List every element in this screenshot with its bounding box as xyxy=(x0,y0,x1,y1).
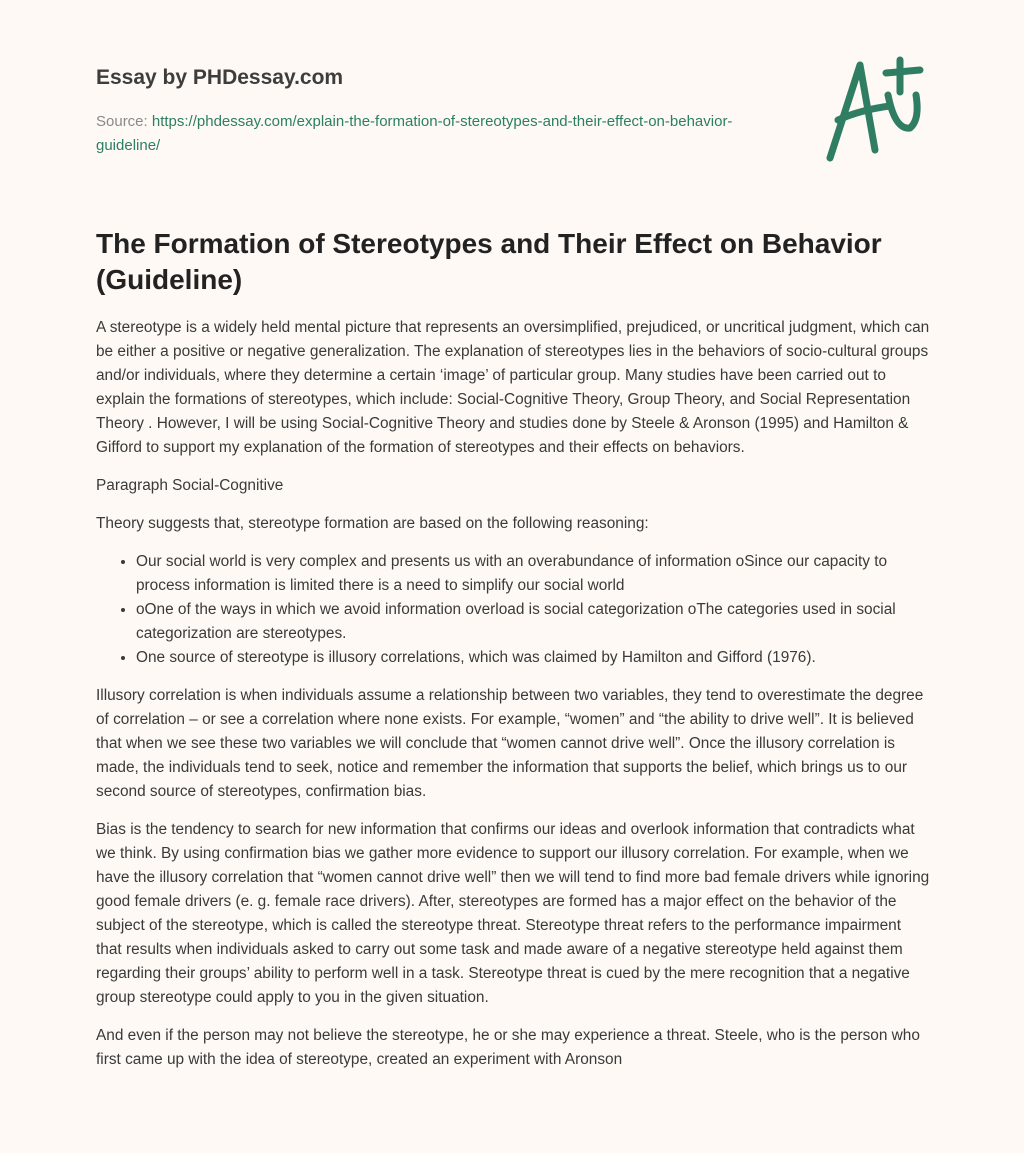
list-item: • oOne of the ways in which we avoid information overload is social categorization oThe categories used in social categorization are stereotypes. xyxy=(136,598,930,646)
list-item: • One source of stereotype is illusory correlations, which was claimed by Hamilton and Gifford (1976). xyxy=(136,646,930,670)
paragraph: Illusory correlation is when individuals assume a relationship between two variables, they tend to overestimate the degree of correlation – or see a correlation where none exists. For example, “women” and “the ability to drive well”. It is believed that when we see these two variables we will conclude that “women cannot drive well”. Once the illusory correlation is made, the individuals tend to seek, notice and remember the information that supports the belief, which brings us to our second source of stereotypes, confirmation bias. xyxy=(96,687,924,800)
source-line xyxy=(96,110,776,158)
article xyxy=(96,226,930,1086)
paragraph: Theory suggests that, stereotype formation are based on the following reasoning: xyxy=(96,515,649,532)
paragraph: And even if the person may not believe the stereotype, he or she may experience a threat. Steele, who is the person who first came up with the idea of stereotype, created an experiment with Aronson xyxy=(96,1027,920,1068)
article-title: The Formation of Stereotypes and Their Effect on Behavior (Guideline) xyxy=(96,228,882,295)
paragraph: Paragraph Social-Cognitive xyxy=(96,477,284,494)
source-link[interactable]: https://phdessay.com/explain-the-formation-of-stereotypes-and-their-effect-on-behavior-guideline/ xyxy=(96,113,733,154)
bullet-list xyxy=(96,550,930,670)
a-plus-logo xyxy=(820,40,930,165)
paragraph: A stereotype is a widely held mental picture that represents an oversimplified, prejudiced, or uncritical judgment, which can be either a positive or negative generalization. The explanation of stereotypes lies in the behaviors of socio-cultural groups and/or individuals, where they determine a certain ‘image’ of particular group. Many studies have been carried out to explain the formations of stereotypes, which include: Social-Cognitive Theory, Group Theory, and Social Representation Theory . However, I will be using Social-Cognitive Theory and studies done by Steele & Aronson (1995) and Hamilton & Gifford to support my explanation of the formation of stereotypes and their effects on behaviors. xyxy=(96,319,930,456)
paragraph: Bias is the tendency to search for new information that confirms our ideas and overlook information that contradicts what we think. By using confirmation bias we gather more evidence to support our illusory correlation. For example, when we have the illusory correlation that “women cannot drive well” then we will tend to find more bad female drivers while ignoring good female drivers (e. g. female race drivers). After, stereotypes are formed has a major effect on the behavior of the subject of the stereotype, which is called the stereotype threat. Stereotype threat refers to the performance impairment that results when individuals asked to carry out some task and made aware of a negative stereotype held against them regarding their groups’ ability to perform well in a task. Stereotype threat is cued by the mere recognition that a negative group stereotype could apply to you in the given situation. xyxy=(96,821,930,1006)
site-brand: Essay by PHDessay.com xyxy=(96,66,344,89)
source-label: Source: xyxy=(96,113,152,130)
header xyxy=(96,66,776,158)
list-item: • Our social world is very complex and presents us with an overabundance of information oSince our capacity to process information is limited there is a need to simplify our social world xyxy=(136,550,930,598)
